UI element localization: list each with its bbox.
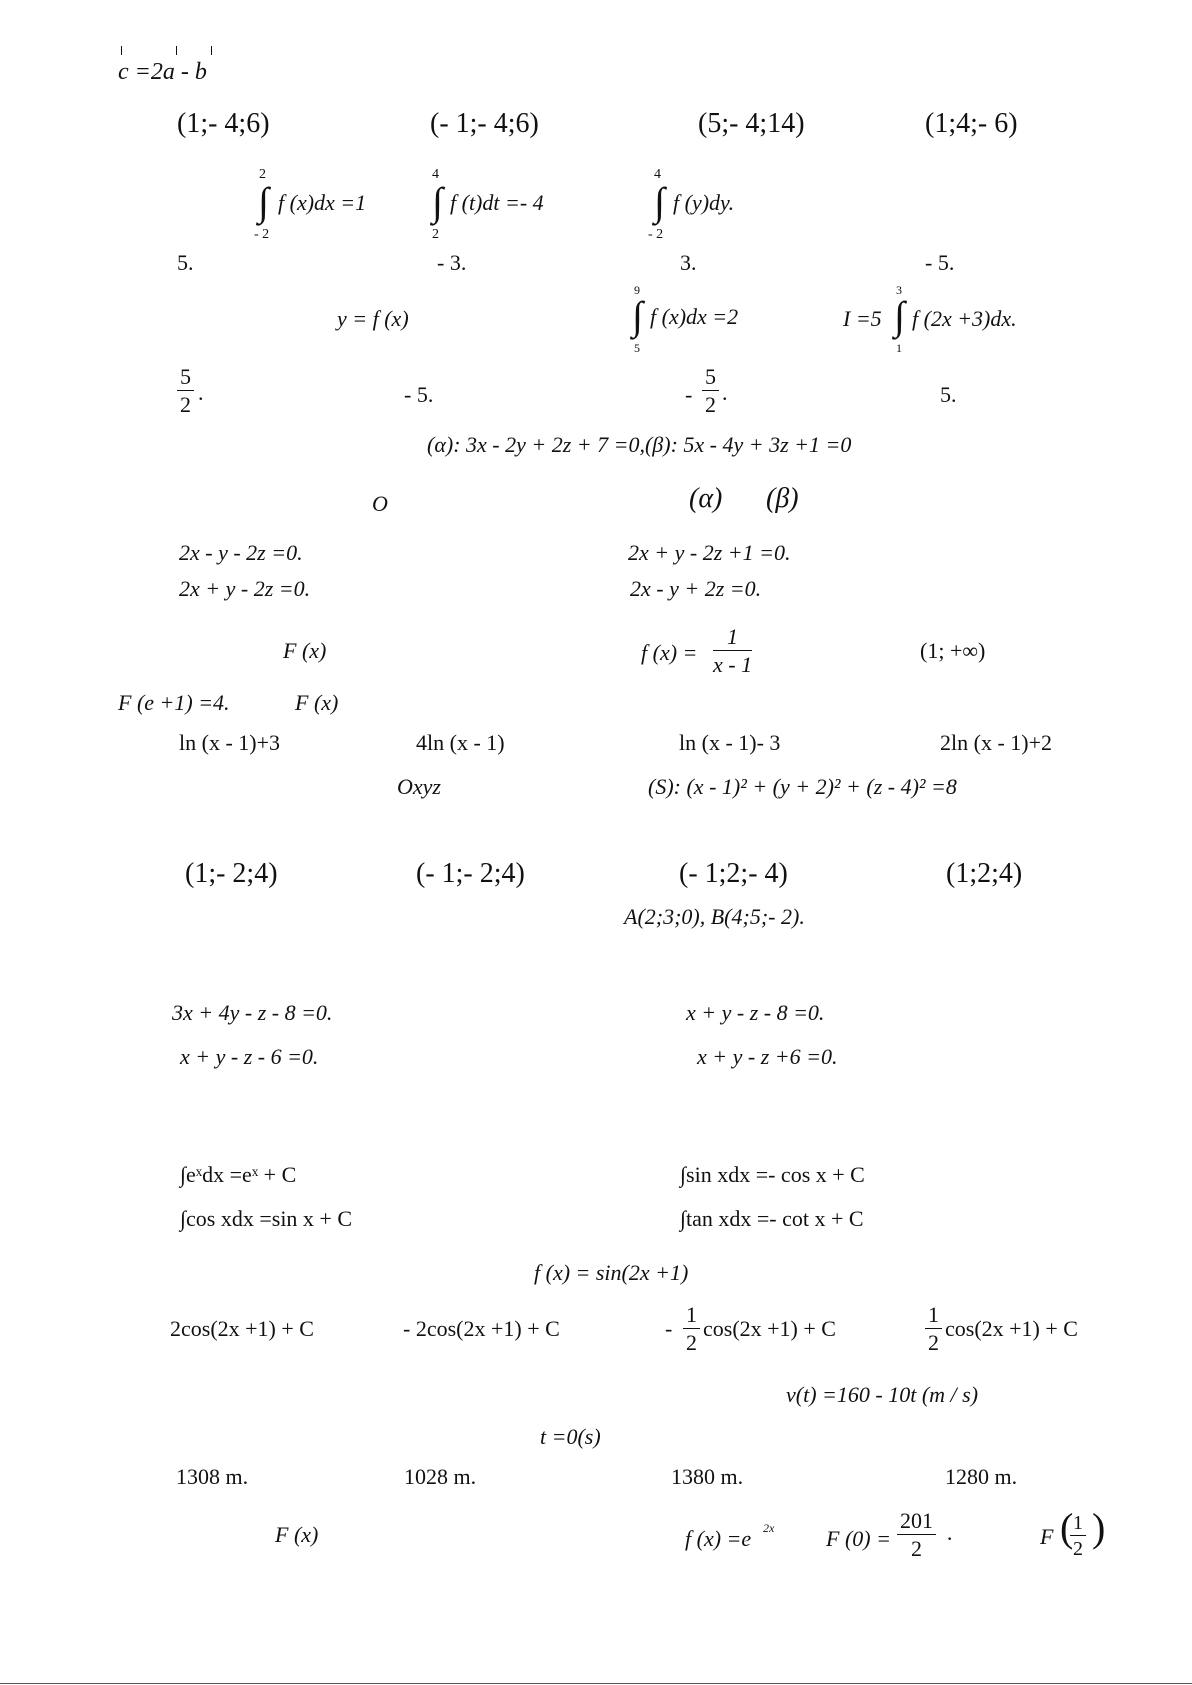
q2-option-d: - 5. [925, 250, 955, 275]
q10-velocity: v(t) =160 - 10t (m / s) [786, 1382, 979, 1407]
q3-option-b: - 5. [404, 382, 434, 407]
q10-option-b: 1028 m. [404, 1464, 477, 1489]
q4-alpha: (α) [689, 483, 723, 514]
q6-option-d: (1;2;4) [946, 858, 1023, 889]
q9-option-d-body: cos(2x +1) + C [945, 1316, 1078, 1341]
q3-option-c-sign: - [685, 382, 693, 407]
q7-option-c: x + y - z - 6 =0. [180, 1044, 319, 1069]
q2-option-b: - 3. [437, 250, 467, 275]
q11-F0-fraction: $\frac{201}{2}$ [897, 1510, 936, 1560]
integral-sign: ∫ [632, 293, 643, 338]
q9-option-a: 2cos(2x +1) + C [170, 1316, 314, 1341]
q6-option-b: (- 1;- 2;4) [416, 858, 525, 889]
q5-f-lhs: f (x) = [641, 640, 698, 665]
q4-option-a: 2x - y - 2z =0. [179, 540, 303, 565]
q5-condition: F (e +1) =4. [118, 690, 230, 715]
q5-interval: (1; +∞) [920, 638, 986, 663]
q11-f-exponent: 2x [763, 1521, 775, 1535]
q3-function: y = f (x) [337, 306, 409, 331]
q5-F2: F (x) [295, 690, 339, 715]
integral-sign: ∫ [258, 179, 269, 224]
q4-planes: (α): 3x - 2y + 2z + 7 =0,(β): 5x - 4y + 3z +1 =0 [427, 432, 852, 457]
q9-option-c-body: cos(2x +1) + C [703, 1316, 836, 1341]
q5-option-d: 2ln (x - 1)+2 [940, 730, 1052, 755]
vector-arrow-mark [211, 46, 212, 55]
q5-option-c: ln (x - 1)- 3 [679, 730, 781, 755]
q5-option-a: ln (x - 1)+3 [179, 730, 280, 755]
q9-option-b: - 2cos(2x +1) + C [403, 1316, 560, 1341]
q11-F0-tail: · [946, 1526, 954, 1551]
q3-option-c-tail: . [722, 380, 728, 405]
q11-f: f (x) =e [685, 1526, 752, 1551]
q11-F: F (x) [275, 1522, 319, 1547]
q6-space: Oxyz [397, 774, 441, 799]
q4-option-d: 2x - y + 2z =0. [630, 576, 762, 601]
q3-option-d: 5. [940, 382, 957, 407]
integral-sign: ∫ [894, 293, 905, 338]
q9-option-c-fraction: $\frac{1}{2}$ [683, 1304, 700, 1354]
q11-paren-right: ) [1092, 1505, 1106, 1550]
q10-option-d: 1280 m. [945, 1464, 1018, 1489]
q11-half-fraction: $\frac{1}{2}$ [1070, 1513, 1086, 1559]
q7-option-d: x + y - z +6 =0. [697, 1044, 838, 1069]
q4-origin: O [372, 491, 388, 516]
q1-option-a: (1;- 4;6) [177, 108, 270, 139]
q6-option-a: (1;- 2;4) [185, 858, 278, 889]
q7-option-a: 3x + 4y - z - 8 =0. [172, 1000, 333, 1025]
q5-f-fraction: $\frac{1}{x - 1}$ [713, 624, 753, 677]
q4-option-b: 2x + y - 2z +1 =0. [628, 540, 791, 565]
q8-option-a: ∫eˣdx =eˣ + C [180, 1162, 297, 1187]
q5-option-b: 4ln (x - 1) [416, 730, 505, 755]
q1-option-d: (1;4;- 6) [925, 108, 1018, 139]
vector-arrow-mark [176, 46, 177, 55]
q4-beta: (β) [766, 483, 799, 514]
q7-option-b: x + y - z - 8 =0. [686, 1000, 825, 1025]
vector-expression: c =2a - b [118, 59, 207, 85]
page-bottom-rule [0, 1683, 1192, 1684]
q3-option-a-tail: . [198, 380, 204, 405]
vector-arrow-mark [121, 46, 122, 55]
q3-option-a-fraction: $\frac{5}{2}$ [177, 366, 194, 416]
q11-F0-lhs: F (0) = [826, 1526, 891, 1551]
integral-sign: ∫ [654, 179, 665, 224]
q6-sphere: (S): (x - 1)² + (y + 2)² + (z - 4)² =8 [648, 774, 957, 799]
q5-F: F (x) [283, 638, 327, 663]
q2-option-a: 5. [177, 250, 194, 275]
q2-option-c: 3. [680, 250, 697, 275]
q11-paren-left: ( [1060, 1505, 1074, 1550]
q10-option-a: 1308 m. [176, 1464, 249, 1489]
q8-option-c: ∫cos xdx =sin x + C [180, 1206, 353, 1231]
q9-function: f (x) = sin(2x +1) [534, 1260, 689, 1285]
integral-sign: ∫ [432, 179, 443, 224]
q11-F-half: F [1040, 1524, 1054, 1549]
q4-option-c: 2x + y - 2z =0. [179, 576, 311, 601]
q9-option-d-fraction: $\frac{1}{2}$ [925, 1304, 942, 1354]
q8-option-b: ∫sin xdx =- cos x + C [680, 1162, 865, 1187]
q3-option-c-fraction: $\frac{5}{2}$ [702, 366, 719, 416]
q10-time: t =0(s) [540, 1424, 601, 1449]
q6-option-c: (- 1;2;- 4) [679, 858, 788, 889]
q10-option-c: 1380 m. [671, 1464, 744, 1489]
q9-option-c-sign: - [665, 1316, 673, 1341]
q1-option-c: (5;- 4;14) [698, 108, 805, 139]
q7-points: A(2;3;0), B(4;5;- 2). [624, 904, 805, 929]
q1-option-b: (- 1;- 4;6) [430, 108, 539, 139]
q8-option-d: ∫tan xdx =- cot x + C [680, 1206, 864, 1231]
